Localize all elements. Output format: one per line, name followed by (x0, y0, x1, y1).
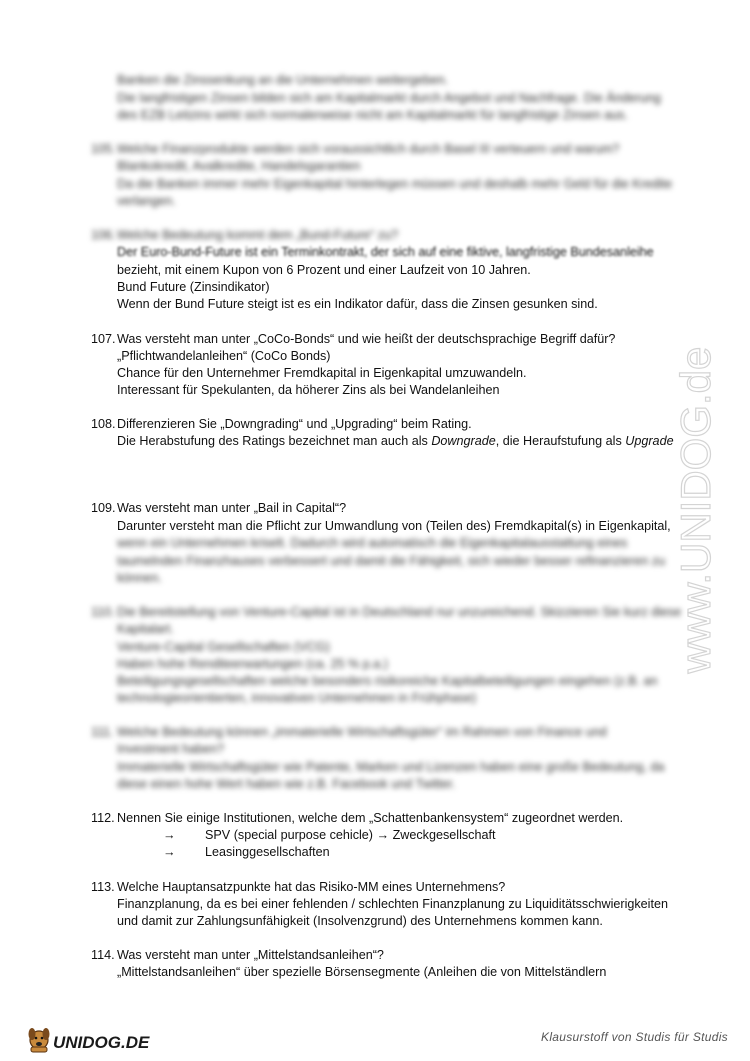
question-text: Die Bereitstellung von Venture-Capital ist in Deutschland nur unzureichend. Skizzieren Sie kurz diese (117, 605, 682, 619)
watermark-text: www.UNIDOG.de (672, 346, 719, 674)
unidog-logo (25, 1018, 155, 1056)
question-text: Welche Finanzprodukte werden sich voraussichtlich durch Basel III verteuern und warum? (117, 142, 620, 156)
answer-line: und damit zur Zahlungsunfähigkeit (Insolvenzgrund) des Unternehmens kommen kann. (117, 914, 603, 928)
watermark (672, 280, 740, 740)
question-text: Nennen Sie einige Institutionen, welche dem „Schattenbankensystem“ zugeordnet werden. (117, 811, 624, 825)
dog-icon (29, 1028, 50, 1052)
logo-text: UNIDOG.DE (53, 1033, 150, 1052)
text-line: des EZB Leitzins wirkt sich normalerweise nicht am Kapitalmarkt für langfristige Zinsen aus. (117, 108, 628, 122)
question-number: 111. (91, 725, 114, 739)
text-line: Die langfristigen Zinsen bilden sich am Kapitalmarkt durch Angebot und Nachfrage. Die Änderung (117, 91, 661, 105)
answer-emphasis: Upgrade (625, 434, 674, 448)
question-text: Kapitalart. (117, 622, 174, 636)
answer-line: Wenn der Bund Future steigt ist es ein Indikator dafür, dass die Zinsen gesunken sind. (117, 297, 598, 311)
question-number: 105. (91, 142, 116, 156)
arrow-icon: → (163, 845, 176, 859)
answer-line: Blankokredit, Avalkredite, Handelsgarantien (117, 159, 361, 173)
answer-line: taumelnden Finanzhauses verbessert und damit die Fähigkeit, sich wieder besser refinanzieren zu (117, 554, 666, 568)
answer-line: „Pflichtwandelanleihen“ (CoCo Bonds) (117, 349, 331, 363)
answer-line: technologieorientierten, innovativen Unternehmen in Frühphase) (117, 691, 477, 705)
answer-line: Haben hohe Renditeerwartungen (ca. 25 % p.a.) (117, 657, 388, 671)
answer-line: diese einen hohe Wert haben wie z.B. Facebook und Twitter. (117, 777, 456, 791)
question-text: Was versteht man unter „CoCo-Bonds“ und wie heißt der deutschsprachige Begriff dafür? (117, 332, 616, 346)
question-text: Differenzieren Sie „Downgrading“ und „Upgrading“ beim Rating. (117, 417, 472, 431)
arrow-icon: → (163, 828, 176, 842)
answer-line: Venture-Capital Gesellschaften (VCG) (117, 640, 330, 654)
question-text: Welche Bedeutung kommt dem „Bund-Future“ zu? (117, 228, 399, 242)
question-number: 106. (91, 228, 116, 242)
answer-text: , die Heraufstufung als (495, 434, 626, 448)
answer-line: Darunter versteht man die Pflicht zur Umwandlung von (Teilen des) Fremdkapital(s) in Eigenkapital, (117, 519, 671, 533)
answer-line: Bund Future (Zinsindikator) (117, 280, 270, 294)
text-line: Banken die Zinssenkung an die Unternehmen weitergeben. (117, 73, 449, 87)
answer-line: Chance für den Unternehmer Fremdkapital in Eigenkapital umzuwandeln. (117, 366, 527, 380)
question-text: Was versteht man unter „Bail in Capital“? (117, 501, 347, 515)
answer-line: können. (117, 571, 162, 585)
question-number: 114. (91, 948, 115, 962)
question-number: 113. (91, 880, 115, 894)
list-item: SPV (special purpose cehicle) → Zweckgesellschaft (205, 828, 496, 842)
answer-text: Die Herabstufung des Ratings bezeichnet man auch als (117, 434, 432, 448)
question-number: 109. (91, 501, 116, 515)
question-number: 112. (91, 811, 115, 825)
answer-line: Immaterielle Wirtschaftsgüter wie Patente, Marken und Lizenzen haben eine große Bedeutung, da (117, 760, 665, 774)
footer-tagline: Klausurstoff von Studis für Studis (541, 1030, 728, 1044)
answer-line (117, 433, 674, 449)
answer-line: verlangen. (117, 194, 176, 208)
list-item: Leasinggesellschaften (205, 845, 330, 859)
answer-line: Finanzplanung, da es bei einer fehlenden / schlechten Finanzplanung zu Liquiditätsschwierigkeiten (117, 897, 668, 911)
answer-line: wenn ein Unternehmen kriselt. Dadurch wird automatisch die Eigenkapitalausstattung eines (117, 536, 628, 550)
answer-line: Interessant für Spekulanten, da höherer Zins als bei Wandelanleihen (117, 383, 500, 397)
question-text: Welche Hauptansatzpunkte hat das Risiko-MM eines Unternehmens? (117, 880, 506, 894)
answer-line: Da die Banken immer mehr Eigenkapital hinterlegen müssen und deshalb mehr Geld für die Kredite (117, 177, 673, 191)
question-text: Investment haben? (117, 742, 225, 756)
question-text: Was versteht man unter „Mittelstandsanleihen“? (117, 948, 384, 962)
answer-emphasis: Downgrade (431, 434, 496, 448)
answer-line: Der Euro-Bund-Future ist ein Terminkontrakt, der sich auf eine fiktive, langfristige Bundesanleihe (117, 245, 654, 259)
question-number: 110. (91, 605, 115, 619)
answer-line: „Mittelstandsanleihen“ über spezielle Börsensegmente (Anleihen die von Mittelständlern (117, 965, 607, 979)
answer-line: bezieht, mit einem Kupon von 6 Prozent und einer Laufzeit von 10 Jahren. (117, 263, 531, 277)
answer-line: Beteiligungsgesellschaften welche besonders risikoreiche Kapitalbeteiligungen eingehen (z.B. an (117, 674, 658, 688)
question-text: Welche Bedeutung können „immaterielle Wirtschaftsgüter“ im Rahmen von Finance und (117, 725, 607, 739)
question-number: 108. (91, 417, 116, 431)
question-number: 107. (91, 332, 116, 346)
